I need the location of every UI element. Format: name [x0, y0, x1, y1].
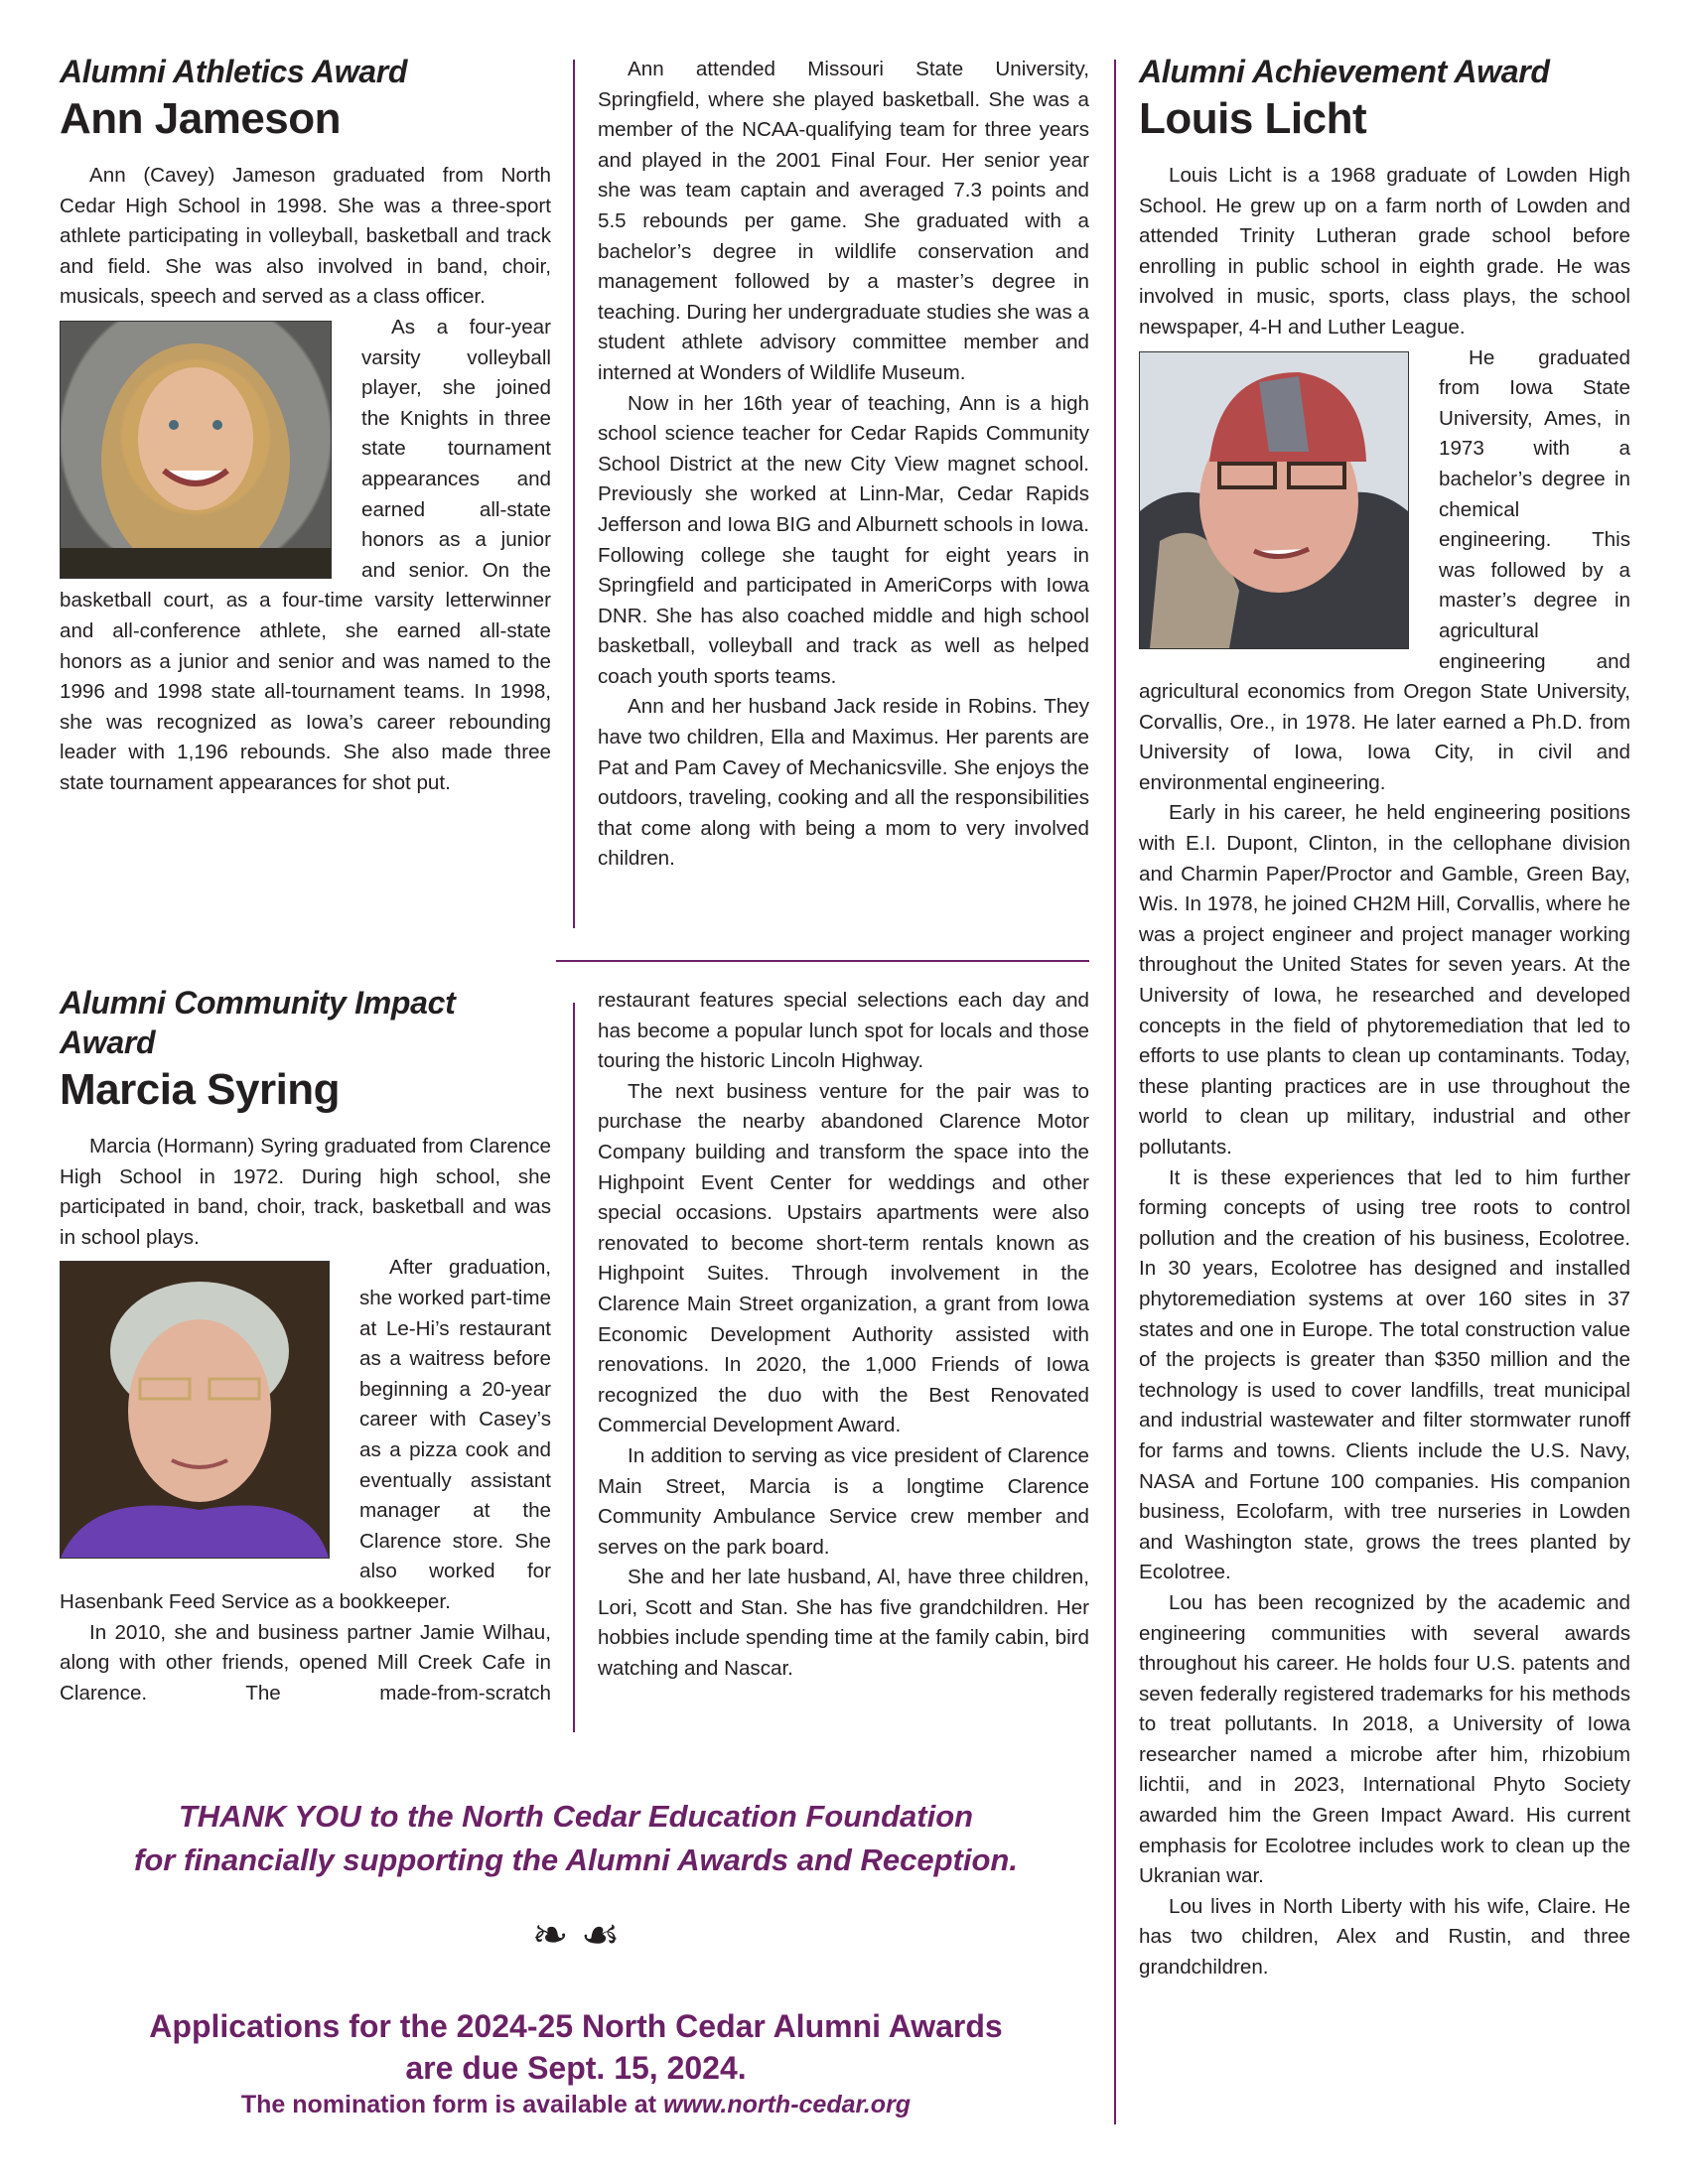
applications-notice — [60, 2005, 1092, 2089]
applications-line-2: are due Sept. 15, 2024. — [405, 2050, 747, 2086]
bio-paragraph: After graduation, she worked part-time at Le-Hi’s restaurant as a waitress before beginning a 20-year career with Casey’s as a pizza cook and eventually assistant manager at the Clarence store. She also worked for Hasenbank Feed Service as a bookkeeper. — [60, 1256, 551, 1613]
column-divider-right — [1114, 60, 1116, 2124]
section-divider — [556, 960, 1089, 962]
ann-jameson-section-middle — [598, 55, 1089, 875]
louis-licht-photo — [1139, 351, 1409, 649]
ann-jameson-section-left — [60, 52, 551, 798]
bio-paragraph: In addition to serving as vice president of Clarence Main Street, Marcia is a longtime Clarence Community Ambulance Service crew member and serves on the park board. — [598, 1443, 1089, 1559]
nomination-text: The nomination form is available at — [240, 2091, 663, 2118]
award-title: Alumni Community Impact Award — [60, 985, 456, 1060]
bio-paragraph: In 2010, she and business partner Jamie Wilhau, along with other friends, opened Mill Creek Cafe in Clarence. The made-from-scratch — [60, 1620, 551, 1705]
flourish-ornament-icon: ❧ ☙ — [531, 1911, 621, 1960]
bio-paragraph: Now in her 16th year of teaching, Ann is a high school science teacher for Cedar Rapids Community School District at the new City View magnet school. Previously she worked at Linn-Mar, Cedar Rapids Jefferson and Iowa BIG and Alburnett schools in Iowa. Following college she taught for eight years in Springfield and participated in AmeriCorps with Iowa DNR. She has also coached middle and high school basketball, volleyball and track as well as helped coach youth sports teams. — [598, 391, 1089, 688]
marcia-syring-section-middle — [598, 986, 1089, 1685]
bio-paragraph: Ann attended Missouri State University, Springfield, where she played basketball. She was a member of the NCAA-qualifying team for three years and played in the 2001 Final Four. Her senior year she was team captain and averaged 7.3 points and 5.5 rebounds per game. She graduated with a bachelor’s degree in wildlife conservation and management followed by a master’s degree in teaching. During her undergraduate studies she was a student athlete advisory committee member and interned at Wonders of Wildlife Museum. — [598, 58, 1089, 384]
honoree-name: Louis Licht — [1139, 94, 1367, 143]
marcia-syring-section-left — [60, 983, 551, 1708]
portrait-icon — [61, 1262, 329, 1558]
award-title: Alumni Athletics Award — [60, 54, 408, 89]
bio-paragraph: As a four-year varsity volleyball player, she joined the Knights in three state tournament appearances and earned all-state honors as a junior and senior. On the basketball court, as a four-time varsity letterwinner and all-conference athlete, she earned all-state honors as a junior and senior and was named to the 1996 and 1998 state all-tournament teams. In 1998, she was recognized as Iowa’s career rebounding leader with 1,196 rebounds. She also made three state tournament appearances for shot put. — [60, 315, 551, 794]
bio-paragraph: He graduated from Iowa State University, Ames, in 1973 with a bachelor’s degree in chemical engineering. This was followed by a master’s degree in agricultural engineering and agricultural economics from Oregon State University, Corvallis, Ore., in 1978. He later earned a Ph.D. from University of Iowa, Iowa City, in civil and environmental engineering. — [1139, 345, 1630, 794]
bio-paragraph: It is these experiences that led to him further forming concepts of using tree roots to control pollution and the creation of his business, Ecolotree. In 30 years, Ecolotree has designed and installed phytoremediation systems at over 160 sites in 37 states and one in Europe. The total construction value of the projects is greater than $350 million and the technology is used to cover landfills, treat municipal and industrial wastewater and filter stormwater runoff for farms and towns. Clients include the U.S. Navy, NASA and Fortune 100 companies. His companion business, Ecolofarm, with tree nurseries in Lowden and Washington state, grows the trees planted by Ecolotree. — [1139, 1165, 1630, 1584]
bio-paragraph: Marcia (Hormann) Syring graduated from Clarence High School in 1972. During high school, she participated in band, choir, track, basketball and was in school plays. — [60, 1135, 551, 1249]
thank-you-line-1: THANK YOU to the North Cedar Education Foundation — [178, 1799, 974, 1834]
bio-paragraph: The next business venture for the pair was to purchase the nearby abandoned Clarence Motor Company building and transform the space into the Highpoint Event Center for weddings and other special occasions. Upstairs apartments were also renovated to become short-term rentals known as Highpoint Suites. Through involvement in the Clarence Main Street organization, a grant from Iowa Economic Development Authority assisted with renovations. In 2020, the 1,000 Friends of Iowa recognized the duo with the Best Renovated Commercial Development Award. — [598, 1079, 1089, 1437]
bio-paragraph: Lou lives in North Liberty with his wife, Claire. He has two children, Alex and Rustin, and three grandchildren. — [1139, 1894, 1630, 1979]
column-divider-left-bottom — [573, 1003, 575, 1732]
portrait-icon — [1140, 352, 1408, 648]
bio-paragraph: Early in his career, he held engineering positions with E.I. Dupont, Clinton, in the cellophane division and Charmin Paper/Proctor and Gamble, Green Bay, Wis. In 1978, he joined CH2M Hill, Corvallis, where he was a project engineer and project manager working throughout the United States for seven years. At the University of Iowa, he researched and developed concepts in the field of phytoremediation that led to efforts to use plants to clean up contaminants. Today, these planting practices are in use throughout the world to clean up military, industrial and other pollutants. — [1139, 801, 1630, 1159]
thank-you-line-2: for financially supporting the Alumni Awards and Reception. — [134, 1843, 1018, 1877]
bio-paragraph: Ann and her husband Jack reside in Robins. They have two children, Ella and Maximus. Her parents are Pat and Pam Cavey of Mechanicsville. She enjoys the outdoors, traveling, cooking and all the responsibilities that come along with being a mom to very involved children. — [598, 695, 1089, 871]
award-title: Alumni Achievement Award — [1139, 54, 1550, 89]
bio-paragraph: restaurant features special selections each day and has become a popular lunch spot for locals and those touring the historic Lincoln Highway. — [598, 989, 1089, 1073]
column-divider-left-top — [573, 60, 575, 928]
nomination-link[interactable]: www.north-cedar.org — [662, 2091, 912, 2118]
honoree-name: Ann Jameson — [60, 94, 342, 143]
applications-line-1: Applications for the 2024-25 North Cedar Alumni Awards — [149, 2008, 1003, 2044]
bio-paragraph: She and her late husband, Al, have three children, Lori, Scott and Stan. She has five grandchildren. Her hobbies include spending time at the family cabin, bird watching and Nascar. — [598, 1566, 1089, 1681]
bio-paragraph: Louis Licht is a 1968 graduate of Lowden High School. He grew up on a farm north of Lowden and attended Trinity Lutheran grade school before enrolling in public school in eighth grade. He was involved in music, sports, class plays, the school newspaper, 4-H and Luther League. — [1139, 164, 1630, 339]
thank-you-note — [60, 1795, 1092, 1882]
honoree-name: Marcia Syring — [60, 1065, 341, 1114]
louis-licht-section — [1139, 52, 1630, 1983]
portrait-icon — [61, 322, 331, 578]
marcia-syring-photo — [60, 1261, 330, 1559]
bio-paragraph: Lou has been recognized by the academic and engineering communities with several awards throughout his career. He holds four U.S. patents and seven federally registered trademarks for his methods to treat pollutants. In 2018, a University of Iowa researcher named a microbe after him, rhizobium lichtii, and in 2023, International Phyto Society awarded him the Green Impact Award. His current emphasis for Ecolotree includes work to clean up the Ukranian war. — [1139, 1590, 1630, 1888]
nomination-note — [60, 2089, 1092, 2120]
ann-jameson-photo — [60, 321, 332, 579]
bio-paragraph: Ann (Cavey) Jameson graduated from North Cedar High School in 1998. She was a three-sport athlete participating in volleyball, basketball and track and field. She was also involved in band, choir, musicals, speech and served as a class officer. — [60, 164, 551, 309]
